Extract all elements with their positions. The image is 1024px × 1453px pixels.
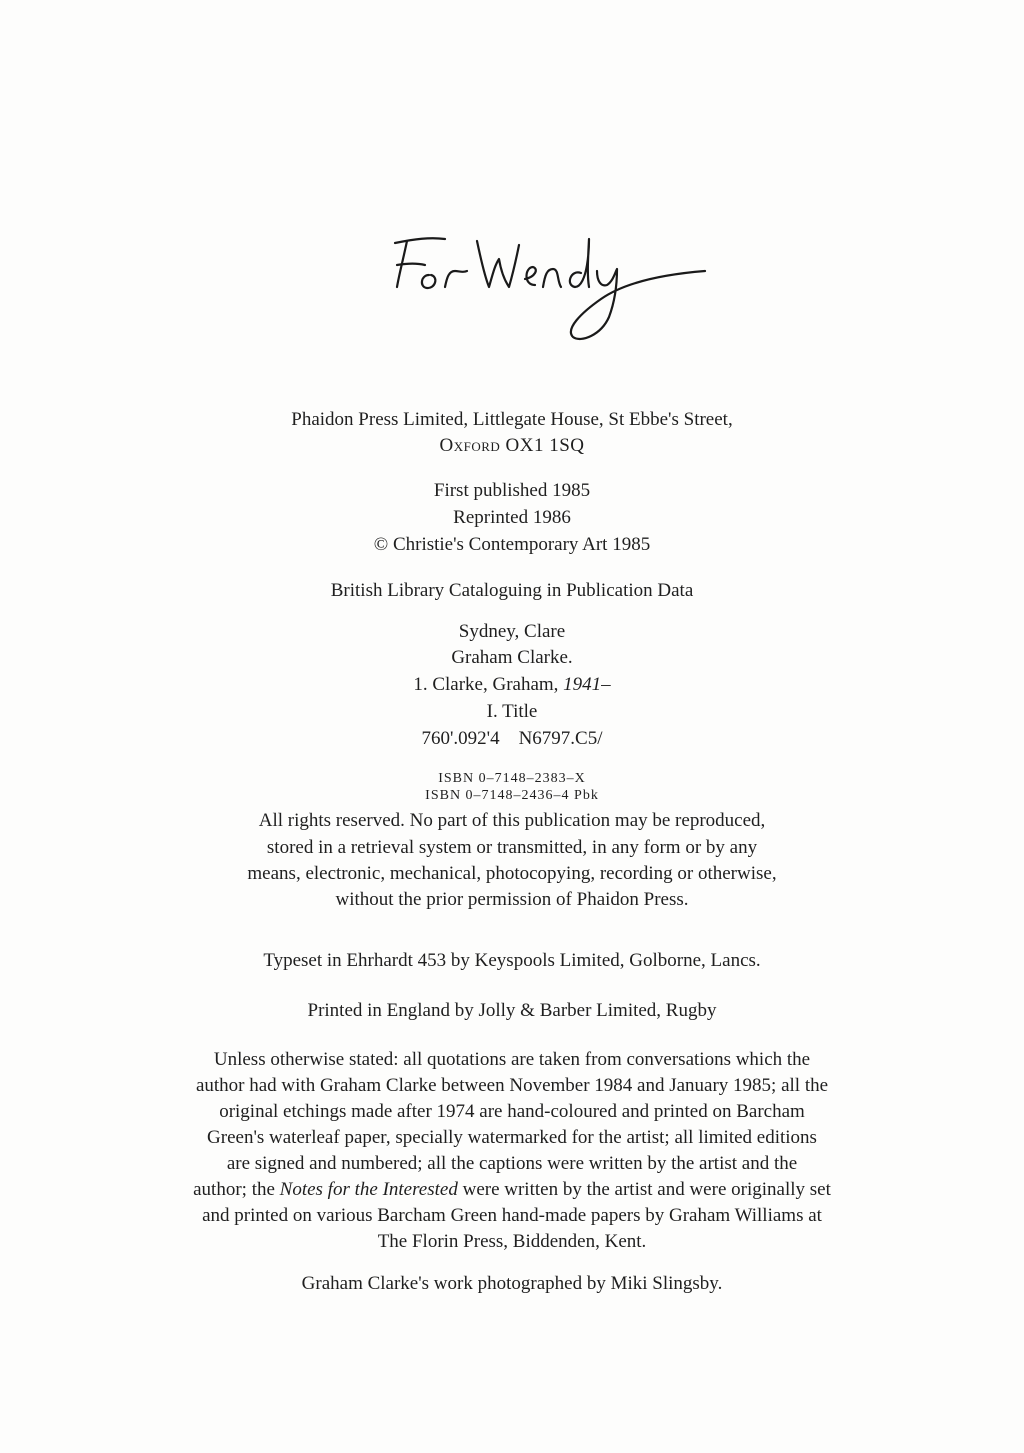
isbn-line-1: ISBN 0–7148–2383–X	[438, 771, 586, 786]
cip-heading: British Library Cataloguing in Publication Data	[330, 580, 694, 601]
notes-line-8: The Florin Press, Biddenden, Kent.	[377, 1231, 647, 1252]
copyright: © Christie's Contemporary Art 1985	[373, 534, 651, 555]
cip-subject	[0, 672, 1024, 698]
isbn-line-2: ISBN 0–7148–2436–4 Pbk	[425, 788, 599, 803]
notes-line-4: Green's waterleaf paper, specially watermarked for the artist; all limited editions	[207, 1127, 817, 1148]
photography-credit: Graham Clarke's work photographed by Miki Slingsby.	[301, 1273, 723, 1294]
first-published: First published 1985	[433, 480, 591, 501]
notes-line-3: original etchings made after 1974 are hand-coloured and printed on Barcham	[219, 1101, 805, 1122]
printer-credit: Printed in England by Jolly & Barber Limited, Rugby	[307, 1000, 717, 1021]
cip-subject-prefix: 1. Clarke, Graham,	[413, 674, 559, 695]
rights-line-2: stored in a retrieval system or transmitted, in any form or by any	[266, 837, 758, 858]
reprinted: Reprinted 1986	[453, 507, 571, 528]
notes-line-5: are signed and numbered; all the captions were written by the artist and the	[226, 1153, 798, 1174]
rights-line-1: All rights reserved. No part of this publication may be reproduced,	[258, 810, 766, 831]
notes-line-6	[0, 1177, 1024, 1203]
publisher-line-1: Phaidon Press Limited, Littlegate House, St Ebbe's Street,	[291, 409, 733, 430]
notes-for-the-interested-title: Notes for the Interested	[279, 1179, 458, 1200]
notes-line-7: and printed on various Barcham Green hand-made papers by Graham Williams at	[202, 1205, 822, 1226]
notes-line-6-post: were written by the artist and were originally set	[462, 1179, 831, 1200]
notes-line-6-pre: author; the	[193, 1179, 275, 1200]
cip-title-entry: I. Title	[486, 701, 538, 722]
cip-title: Graham Clarke.	[451, 647, 573, 668]
typeset-credit: Typeset in Ehrhardt 453 by Keyspools Limited, Golborne, Lancs.	[263, 950, 761, 971]
rights-line-3: means, electronic, mechanical, photocopying, recording or otherwise,	[247, 863, 777, 884]
dedication-signature	[385, 225, 715, 355]
notes-line-2: author had with Graham Clarke between November 1984 and January 1985; all the	[195, 1075, 829, 1096]
cip-subject-dates: 1941–	[563, 674, 611, 695]
cip-author: Sydney, Clare	[458, 621, 566, 642]
notes-line-1: Unless otherwise stated: all quotations are taken from conversations which the	[213, 1049, 811, 1070]
publisher-line-2: Oxford OX1 1SQ	[439, 435, 585, 456]
rights-line-4: without the prior permission of Phaidon Press.	[335, 889, 689, 910]
cip-classification: 760'.092'4 N6797.C5/	[421, 728, 603, 749]
handwritten-signature-image	[385, 225, 715, 355]
